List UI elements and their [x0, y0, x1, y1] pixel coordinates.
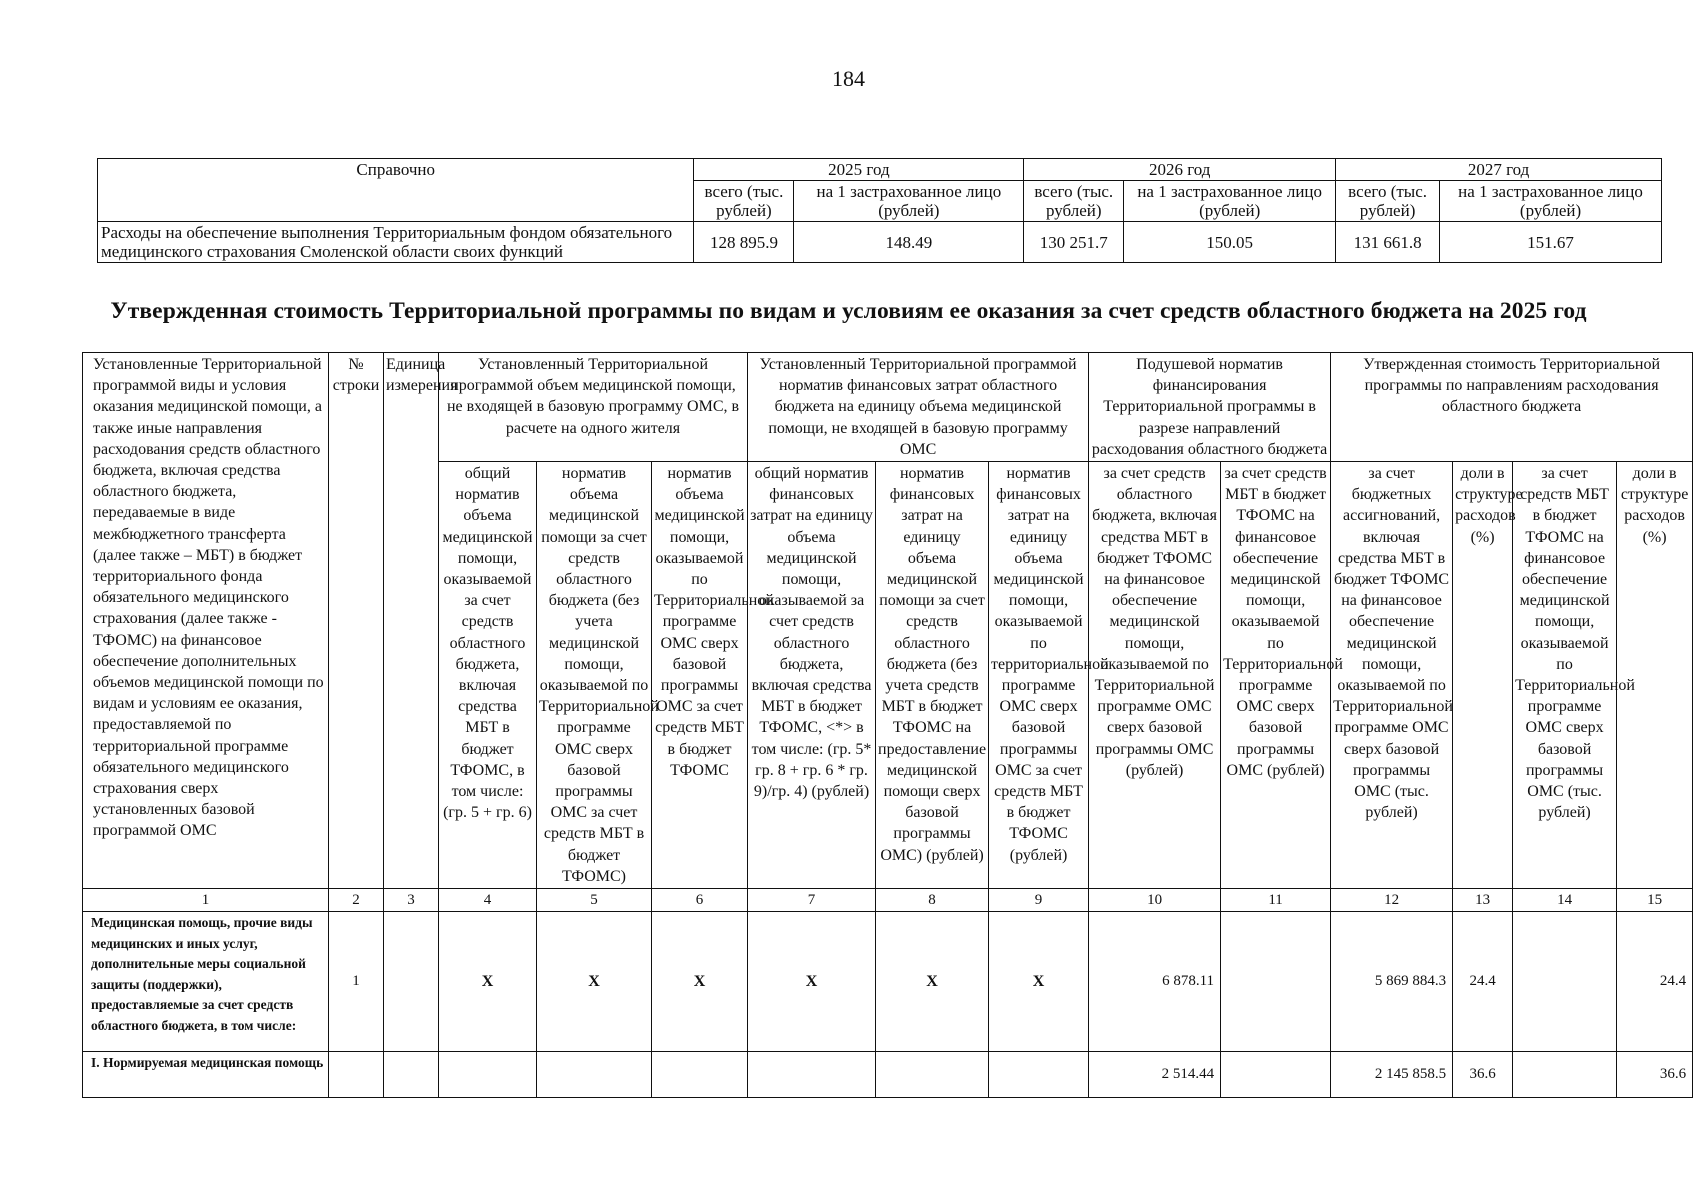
col-number-7: 7	[748, 889, 876, 912]
reference-row-label: Расходы на обеспечение выполнения Территориальным фондом обязательного медицинского страхования Смоленской области своих функций	[98, 222, 694, 263]
year-2026-header: 2026 год	[1024, 159, 1336, 181]
row-cell-4: X	[439, 912, 537, 1052]
row-cell-12: 2 145 858.5	[1331, 1052, 1453, 1098]
year-2025-header: 2025 год	[694, 159, 1024, 181]
row-unit	[384, 912, 439, 1052]
col-per-person-2025: на 1 застрахованное лицо (рублей)	[794, 181, 1024, 222]
year-2027-header: 2027 год	[1336, 159, 1662, 181]
value-total-2025: 128 895.9	[694, 222, 794, 263]
header-col-9: норматив финансовых затрат на единицу объема медицинской помощи, оказываемой по территориальной программе ОМС сверх базовой программы ОМС за счет средств МБТ в бюджет ТФОМС (рублей)	[989, 462, 1089, 889]
value-per-person-2027: 151.67	[1440, 222, 1662, 263]
header-col-12: за счет бюджетных ассигнований, включая средства МБТ в бюджет ТФОМС на финансовое обеспечение медицинской помощи, оказываемой по Территориальной программе ОМС сверх базовой программы ОМС (тыс. рублей)	[1331, 462, 1453, 889]
header-col-8: норматив финансовых затрат на единицу объема медицинской помощи за счет средств областного бюджета (без учета средств МБТ в бюджет ТФОМС на предоставление медицинской помощи сверх базовой программы ОМС) (рублей)	[876, 462, 989, 889]
cost-table	[82, 352, 1693, 1098]
row-cell-13: 36.6	[1453, 1052, 1513, 1098]
col-number-1: 1	[83, 889, 329, 912]
col-per-person-2027: на 1 застрахованное лицо (рублей)	[1440, 181, 1662, 222]
row-cell-12: 5 869 884.3	[1331, 912, 1453, 1052]
header-service-type: Установленные Территориальной программой виды и условия оказания медицинской помощи, а также иные направления расходования средств областного бюджета, включая средства областного бюджета, передаваемые в виде межбюджетного трансферта (далее также – МБТ) в бюджет территориального фонда обязательного медицинского страхования (далее также - ТФОМС) на финансовое обеспечение дополнительных объемов медицинской помощи по видам и условиям ее оказания, предоставляемой по территориальной программе обязательного медицинского страхования сверх установленных базовой программой ОМС	[83, 353, 329, 889]
col-total-2027: всего (тыс. рублей)	[1336, 181, 1440, 222]
value-total-2027: 131 661.8	[1336, 222, 1440, 263]
col-number-14: 14	[1513, 889, 1617, 912]
row-cell-15: 36.6	[1617, 1052, 1693, 1098]
row-cell-8	[876, 1052, 989, 1098]
row-line-no	[329, 1052, 384, 1098]
row-cell-14	[1513, 912, 1617, 1052]
row-cell-7: X	[748, 912, 876, 1052]
col-number-8: 8	[876, 889, 989, 912]
col-total-2026: всего (тыс. рублей)	[1024, 181, 1124, 222]
row-cell-14	[1513, 1052, 1617, 1098]
header-volume-group: Установленный Территориальной программой объем медицинской помощи, не входящей в базовую программу ОМС, в расчете на одного жителя	[439, 353, 748, 462]
header-col-7: общий норматив финансовых затрат на единицу объема медицинской помощи, оказываемой за счет средств областного бюджета, включая средства МБТ в бюджет ТФОМС, <*> в том числе: (гр. 5* гр. 8 + гр. 6 * гр. 9)/гр. 4) (рублей)	[748, 462, 876, 889]
row-cell-10: 6 878.11	[1089, 912, 1221, 1052]
row-cell-11	[1221, 912, 1331, 1052]
col-number-4: 4	[439, 889, 537, 912]
row-cell-8: X	[876, 912, 989, 1052]
header-unit: Единица измерения	[384, 353, 439, 889]
col-per-person-2026: на 1 застрахованное лицо (рублей)	[1124, 181, 1336, 222]
row-unit	[384, 1052, 439, 1098]
row-cell-10: 2 514.44	[1089, 1052, 1221, 1098]
col-number-10: 10	[1089, 889, 1221, 912]
row-cell-7	[748, 1052, 876, 1098]
header-col-13: доли в структуре расходов (%)	[1453, 462, 1513, 889]
reference-label: Справочно	[98, 159, 694, 222]
row-line-no: 1	[329, 912, 384, 1052]
row-cell-6: X	[652, 912, 748, 1052]
row-cell-5: X	[537, 912, 652, 1052]
col-number-9: 9	[989, 889, 1089, 912]
header-line-no: № строки	[329, 353, 384, 889]
row-cell-15: 24.4	[1617, 912, 1693, 1052]
header-col-11: за счет средств МБТ в бюджет ТФОМС на финансовое обеспечение медицинской помощи, оказываемой по Территориальной программе ОМС сверх базовой программы ОМС (рублей)	[1221, 462, 1331, 889]
reference-table	[97, 158, 1662, 263]
table-row	[83, 912, 1693, 1052]
col-number-6: 6	[652, 889, 748, 912]
page-number: 184	[832, 66, 865, 91]
col-number-2: 2	[329, 889, 384, 912]
col-number-5: 5	[537, 889, 652, 912]
header-approved-cost-group: Утвержденная стоимость Территориальной программы по направлениям расходования областного бюджета	[1331, 353, 1693, 462]
col-number-12: 12	[1331, 889, 1453, 912]
header-cost-group: Установленный Территориальной программой норматив финансовых затрат областного бюджета на единицу объема медицинской помощи, не входящей в базовую программу ОМС	[748, 353, 1089, 462]
header-per-capita-group: Подушевой норматив финансирования Территориальной программы в разрезе направлений расходования областного бюджета	[1089, 353, 1331, 462]
header-col-14: за счет средств МБТ в бюджет ТФОМС на финансовое обеспечение медицинской помощи, оказываемой по Территориальной программе ОМС сверх базовой программы ОМС (тыс. рублей)	[1513, 462, 1617, 889]
row-cell-5	[537, 1052, 652, 1098]
row-cell-11	[1221, 1052, 1331, 1098]
header-col-4: общий норматив объема медицинской помощи, оказываемой за счет средств областного бюджета, включая средства МБТ в бюджет ТФОМС, в том числе: (гр. 5 + гр. 6)	[439, 462, 537, 889]
value-per-person-2025: 148.49	[794, 222, 1024, 263]
row-label: I. Нормируемая медицинская помощь	[83, 1052, 329, 1098]
row-cell-6	[652, 1052, 748, 1098]
row-cell-4	[439, 1052, 537, 1098]
col-number-15: 15	[1617, 889, 1693, 912]
header-col-5: норматив объема медицинской помощи за счет средств областного бюджета (без учета медицинской помощи, оказываемой по Территориальной программе ОМС сверх базовой программы ОМС за счет средств МБТ в бюджет ТФОМС)	[537, 462, 652, 889]
row-cell-9	[989, 1052, 1089, 1098]
col-number-13: 13	[1453, 889, 1513, 912]
row-label: Медицинская помощь, прочие виды медицинских и иных услуг, дополнительные меры социальной защиты (поддержки), предоставляемые за счет средств областного бюджета, в том числе:	[83, 912, 329, 1052]
row-cell-13: 24.4	[1453, 912, 1513, 1052]
col-number-3: 3	[384, 889, 439, 912]
col-total-2025: всего (тыс. рублей)	[694, 181, 794, 222]
value-per-person-2026: 150.05	[1124, 222, 1336, 263]
row-cell-9: X	[989, 912, 1089, 1052]
page-title: Утвержденная стоимость Территориальной программы по видам и условиям ее оказания за счет средств областного бюджета на 2025 год	[110, 298, 1587, 324]
header-col-6: норматив объема медицинской помощи, оказываемой по Территориальной программе ОМС сверх базовой программы ОМС за счет средств МБТ в бюджет ТФОМС	[652, 462, 748, 889]
value-total-2026: 130 251.7	[1024, 222, 1124, 263]
header-col-15: доли в структуре расходов (%)	[1617, 462, 1693, 889]
col-number-11: 11	[1221, 889, 1331, 912]
table-row	[83, 1052, 1693, 1098]
header-col-10: за счет средств областного бюджета, включая средства МБТ в бюджет ТФОМС на финансовое обеспечение медицинской помощи, оказываемой по Территориальной программе ОМС сверх базовой программы ОМС (рублей)	[1089, 462, 1221, 889]
